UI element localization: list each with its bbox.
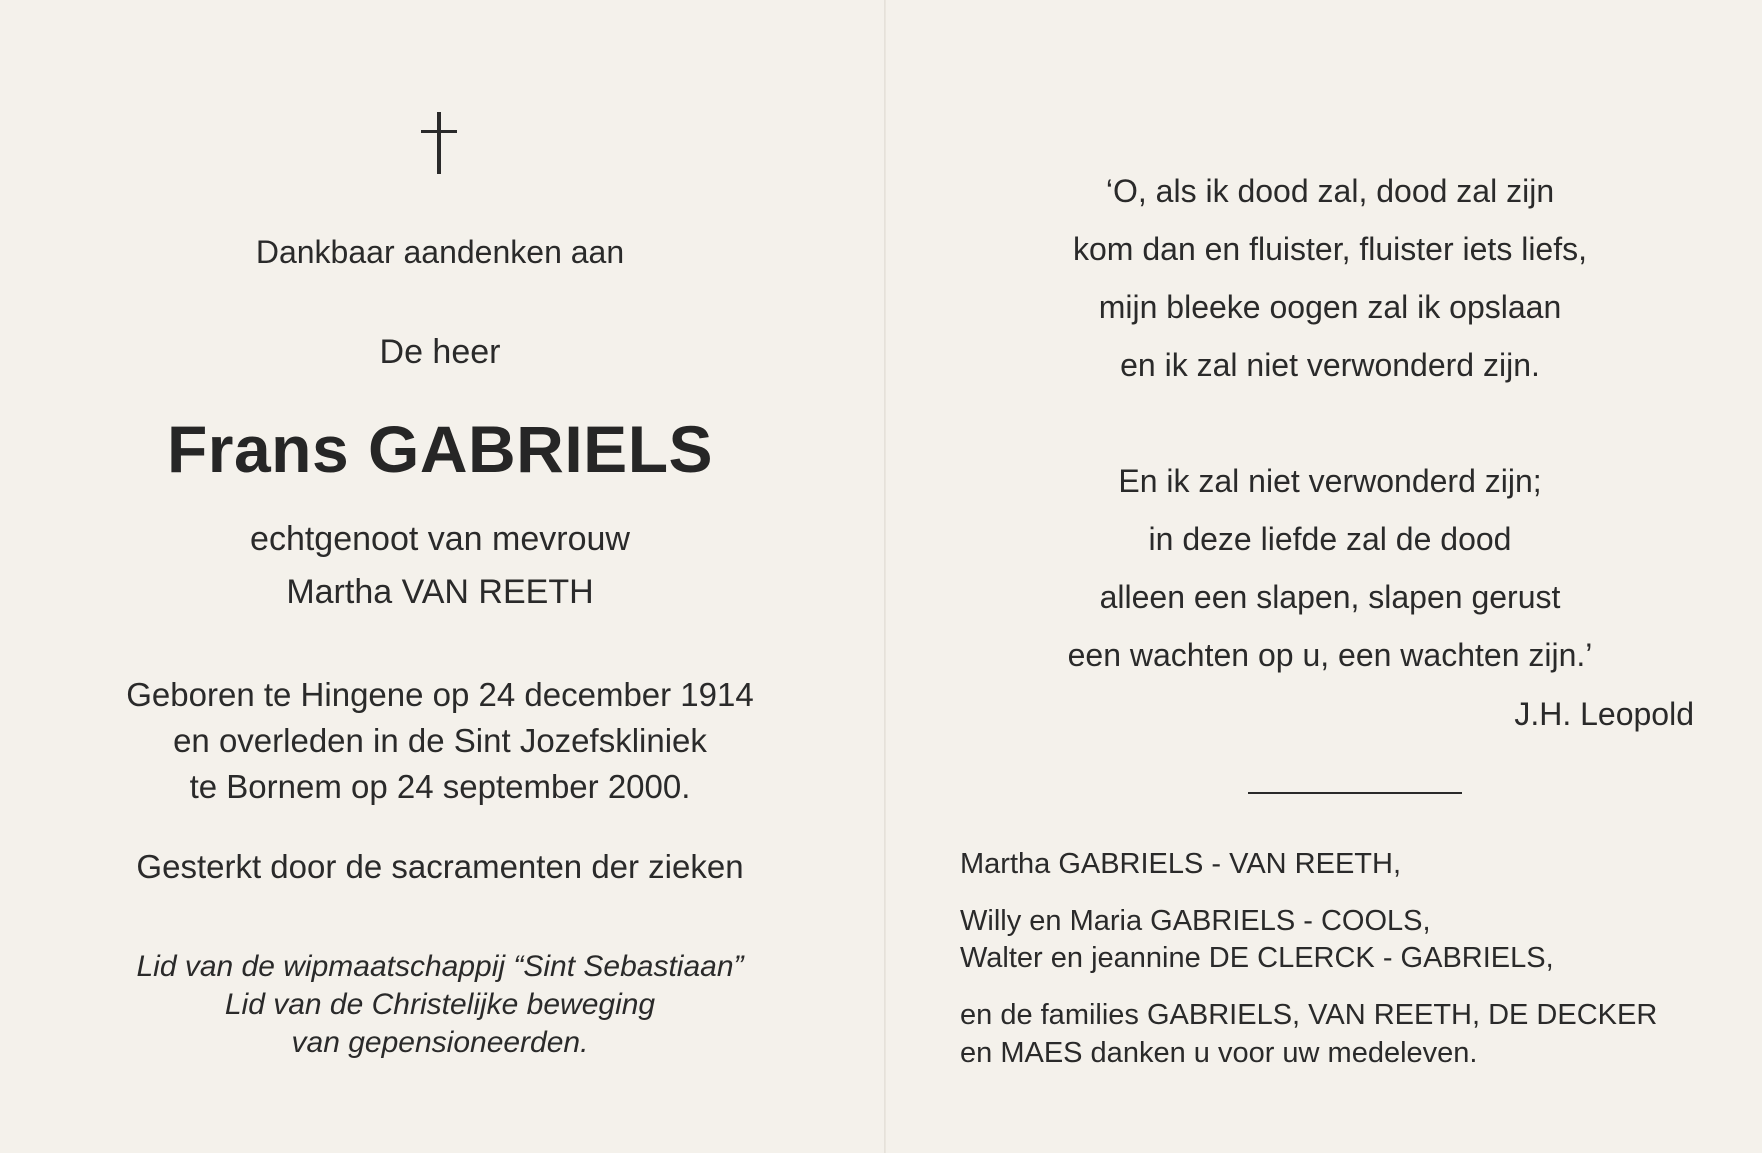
family-line: Walter en jeannine DE CLERCK - GABRIELS, (960, 942, 1554, 974)
family-line: Willy en Maria GABRIELS - COOLS, (960, 905, 1431, 937)
membership-line-3: van gepensioneerden. (291, 1026, 589, 1059)
cross-icon (421, 112, 457, 174)
deceased-name: Frans GABRIELS (166, 412, 714, 486)
birth-line-2: en overleden in de Sint Jozefskliniek (173, 722, 707, 759)
birth-line-3: te Bornem op 24 september 2000. (189, 768, 691, 805)
membership-line-2: Lid van de Christelijke beweging (224, 988, 656, 1021)
poem-line: en ik zal niet verwonderd zijn. (1120, 347, 1540, 383)
family-line: Martha GABRIELS - VAN REETH, (960, 848, 1402, 880)
title-text: De heer (379, 333, 501, 371)
membership-line-1: Lid van de wipmaatschappij “Sint Sebastiaan” (136, 950, 744, 983)
poem-line: in deze liefde zal de dood (1148, 521, 1512, 557)
poem-line: En ik zal niet verwonderd zijn; (1118, 463, 1542, 499)
family-line: en de families GABRIELS, VAN REETH, DE DECKER (960, 999, 1658, 1031)
poem-author: J.H. Leopold (1514, 696, 1694, 732)
poem-line: mijn bleeke oogen zal ik opslaan (1098, 289, 1562, 325)
poem-line: ‘O, als ik dood zal, dood zal zijn (1105, 173, 1555, 209)
divider-line (1248, 792, 1462, 794)
poem-line: kom dan en fluister, fluister iets liefs, (1073, 231, 1587, 267)
spouse-line-1: echtgenoot van mevrouw (250, 520, 630, 558)
poem-line: een wachten op u, een wachten zijn.’ (1067, 637, 1593, 673)
birth-line-1: Geboren te Hingene op 24 december 1914 (126, 676, 754, 713)
spouse-line-2: Martha VAN REETH (286, 573, 594, 611)
intro-text: Dankbaar aandenken aan (255, 234, 625, 270)
sacraments-text: Gesterkt door de sacramenten der zieken (136, 848, 744, 885)
poem-line: alleen een slapen, slapen gerust (1099, 579, 1561, 615)
family-line: en MAES danken u voor uw medeleven. (960, 1037, 1478, 1069)
